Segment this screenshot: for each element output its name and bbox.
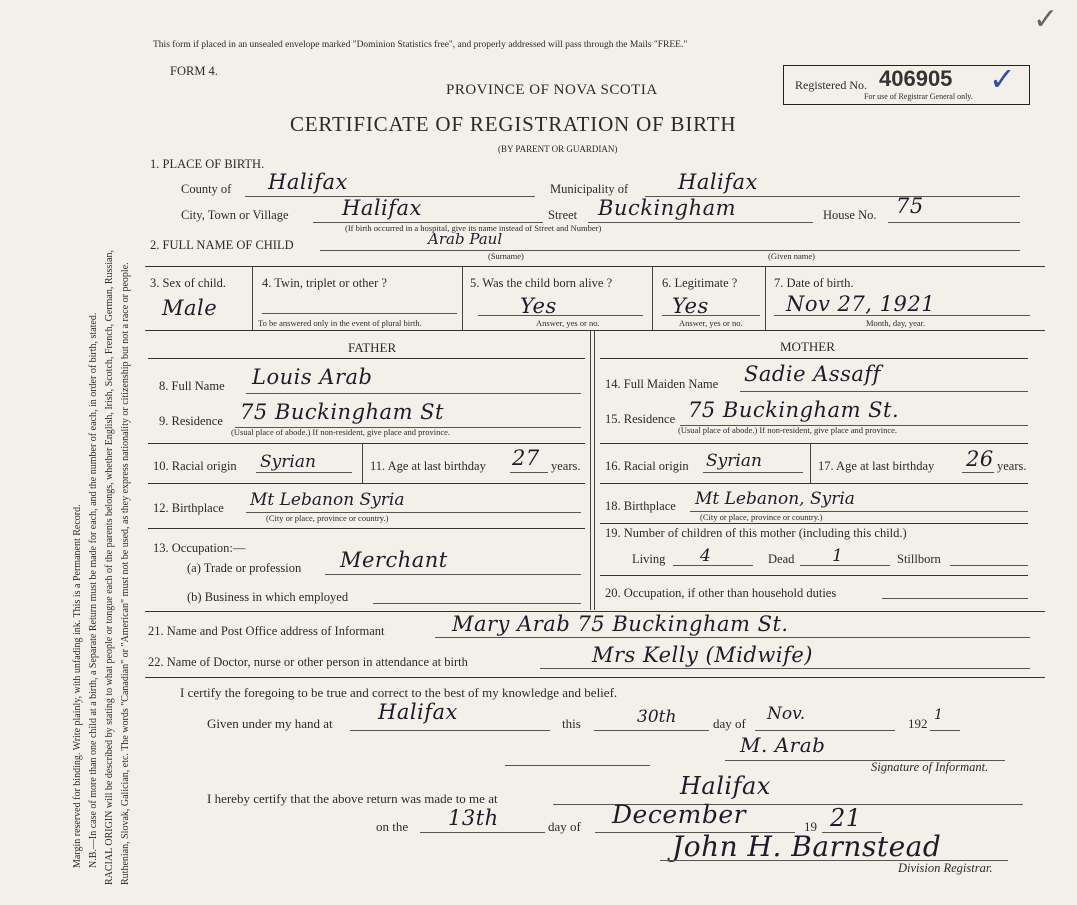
county-value: Halifax [268, 170, 348, 194]
twin-label: 4. Twin, triplet or other ? [262, 276, 387, 290]
mother-age-value: 26 [966, 447, 994, 471]
house-label: House No. [823, 208, 877, 222]
certificate-title: CERTIFICATE OF REGISTRATION OF BIRTH [290, 112, 737, 136]
father-name-label: 8. Full Name [159, 379, 225, 393]
doctor-label: 22. Name of Doctor, nurse or other person in attendance at birth [148, 655, 468, 669]
father-trade-label: (a) Trade or profession [187, 561, 302, 575]
given-place-value: Halifax [378, 700, 458, 724]
legit-note: Answer, yes or no. [679, 318, 743, 328]
hospital-note: (If birth occurred in a hospital, give its name instead of Street and Number) [345, 223, 602, 233]
father-age-label: 11. Age at last birthday [370, 459, 486, 473]
father-trade-value: Merchant [340, 548, 448, 572]
registered-sub: For use of Registrar General only. [864, 92, 973, 101]
municipality-value: Halifax [678, 170, 758, 194]
mother-dead-label: Dead [768, 552, 795, 566]
mother-birthplace-label: 18. Birthplace [605, 499, 676, 513]
father-birthplace-value: Mt Lebanon Syria [250, 490, 405, 510]
father-business-label: (b) Business in which employed [187, 590, 349, 604]
mother-dead-value: 1 [832, 546, 843, 566]
twin-note: To be answered only in the event of plural birth. [258, 318, 422, 328]
pencil-check-icon: ✓ [1033, 2, 1059, 37]
father-race-value: Syrian [260, 452, 316, 472]
alive-note: Answer, yes or no. [536, 318, 600, 328]
registrar-title: Division Registrar. [898, 861, 993, 875]
mother-living-value: 4 [700, 546, 711, 566]
registrar-place-value: Halifax [680, 772, 771, 800]
street-value: Buckingham [598, 196, 737, 220]
child-name-value: Arab Paul [428, 230, 503, 248]
alive-value: Yes [520, 294, 557, 318]
given-label: Given under my hand at [207, 716, 333, 731]
given-year-prefix: 192 [908, 716, 928, 731]
sex-value: Male [162, 296, 218, 320]
father-occupation-label: 13. Occupation:— [153, 541, 246, 555]
mother-birthplace-note: (City or place, province or country.) [700, 512, 823, 522]
mother-name-value: Sadie Assaff [744, 362, 881, 386]
margin-note-racial-cont: Ruthenian, Slovak, Galician, etc. The words "Canadian" or "American" must not be used, as they express nationality or citizenship but not a race or people. [120, 262, 131, 885]
mother-years-label: years. [997, 459, 1027, 473]
registrar-day-value: 13th [448, 806, 499, 830]
registrar-text: I hereby certify that the above return was made to me at [207, 791, 498, 806]
form-number: FORM 4. [170, 64, 218, 78]
this-label: this [562, 716, 581, 731]
given-year-suffix: 1 [934, 707, 943, 723]
registrar-signature: John H. Barnstead [672, 830, 942, 863]
mother-race-value: Syrian [706, 451, 762, 471]
father-heading: FATHER [348, 340, 397, 355]
dob-value: Nov 27, 1921 [786, 292, 936, 316]
father-age-value: 27 [512, 446, 540, 470]
dob-note: Month, day, year. [866, 318, 926, 328]
father-residence-note: (Usual place of abode.) If non-resident, give place and province. [231, 427, 451, 437]
mother-stillborn-label: Stillborn [897, 552, 941, 566]
signature-caption: Signature of Informant. [871, 760, 989, 774]
on-the-label: on the [376, 819, 409, 834]
legit-value: Yes [672, 294, 709, 318]
mother-residence-label: 15. Residence [605, 412, 676, 426]
margin-notes [0, 0, 140, 905]
registrar-year-suffix: 21 [830, 804, 862, 832]
mother-residence-value: 75 Buckingham St. [688, 398, 900, 422]
registrar-month-value: December [612, 800, 747, 829]
mother-children-label: 19. Number of children of this mother (including this child.) [605, 526, 907, 540]
informant-label: 21. Name and Post Office address of Informant [148, 624, 385, 638]
certificate-subtitle: (BY PARENT OR GUARDIAN) [498, 144, 618, 154]
father-residence-label: 9. Residence [159, 414, 223, 428]
place-of-birth-label: 1. PLACE OF BIRTH. [150, 157, 265, 171]
mail-notice: This form if placed in an unsealed envelope marked "Dominion Statistics free", and properly addressed will pass through the Mails "FREE." [153, 40, 688, 50]
given-month-value: Nov. [767, 704, 806, 724]
father-residence-value: 75 Buckingham St [240, 400, 444, 424]
informant-signature: M. Arab [740, 733, 826, 757]
mother-occupation-label: 20. Occupation, if other than household duties [605, 586, 837, 600]
sex-label: 3. Sex of child. [150, 276, 227, 290]
father-name-value: Louis Arab [252, 365, 373, 389]
father-birthplace-note: (City or place, province or country.) [266, 513, 389, 523]
margin-note-racial: RACIAL ORIGIN will be described by stating to what people or tongue each of the parents belongs, whether English, Irish, Scotch, French, German, Russian, [104, 249, 115, 885]
mother-age-label: 17. Age at last birthday [818, 459, 935, 473]
dob-label: 7. Date of birth. [774, 276, 854, 290]
legit-label: 6. Legitimate ? [662, 276, 738, 290]
mother-heading: MOTHER [780, 339, 835, 354]
blue-check-icon: ✓ [989, 60, 1016, 98]
doctor-value: Mrs Kelly (Midwife) [592, 643, 813, 667]
father-race-label: 10. Racial origin [153, 459, 237, 473]
mother-name-label: 14. Full Maiden Name [605, 377, 719, 391]
city-value: Halifax [342, 196, 422, 220]
informant-value: Mary Arab 75 Buckingham St. [452, 612, 789, 636]
mother-birthplace-value: Mt Lebanon, Syria [695, 489, 855, 509]
mother-race-label: 16. Racial origin [605, 459, 689, 473]
registered-number-box [783, 60, 1030, 105]
father-years-label: years. [551, 459, 581, 473]
house-value: 75 [896, 194, 924, 218]
municipality-label: Municipality of [550, 182, 629, 196]
father-birthplace-label: 12. Birthplace [153, 501, 224, 515]
registered-label: Registered No. [795, 78, 867, 92]
surname-caption: (Surname) [488, 251, 524, 261]
child-name-label: 2. FULL NAME OF CHILD [150, 238, 294, 252]
registrar-year-prefix: 19 [804, 819, 817, 834]
certify-text: I certify the foregoing to be true and correct to the best of my knowledge and belief. [180, 685, 618, 700]
registered-number: 406905 [879, 66, 953, 91]
mother-living-label: Living [632, 552, 666, 566]
registrar-dayof-label: day of [548, 819, 581, 834]
county-label: County of [181, 182, 232, 196]
dayof-label: day of [713, 716, 746, 731]
given-name-caption: (Given name) [768, 251, 815, 261]
mother-residence-note: (Usual place of abode.) If non-resident, give place and province. [678, 425, 898, 435]
margin-note-binding: Margin reserved for binding. Write plainly, with unfading ink. This is a Permanent Record. [72, 504, 83, 868]
alive-label: 5. Was the child born alive ? [470, 276, 613, 290]
province-heading: PROVINCE OF NOVA SCOTIA [446, 82, 658, 98]
city-label: City, Town or Village [181, 208, 289, 222]
street-label: Street [548, 208, 578, 222]
margin-note-nb: N.B.—In case of more than one child at a birth, a Separate Return must be made for each, and the number of each, in order of birth, stated. [88, 312, 99, 868]
given-day-value: 30th [637, 707, 677, 727]
